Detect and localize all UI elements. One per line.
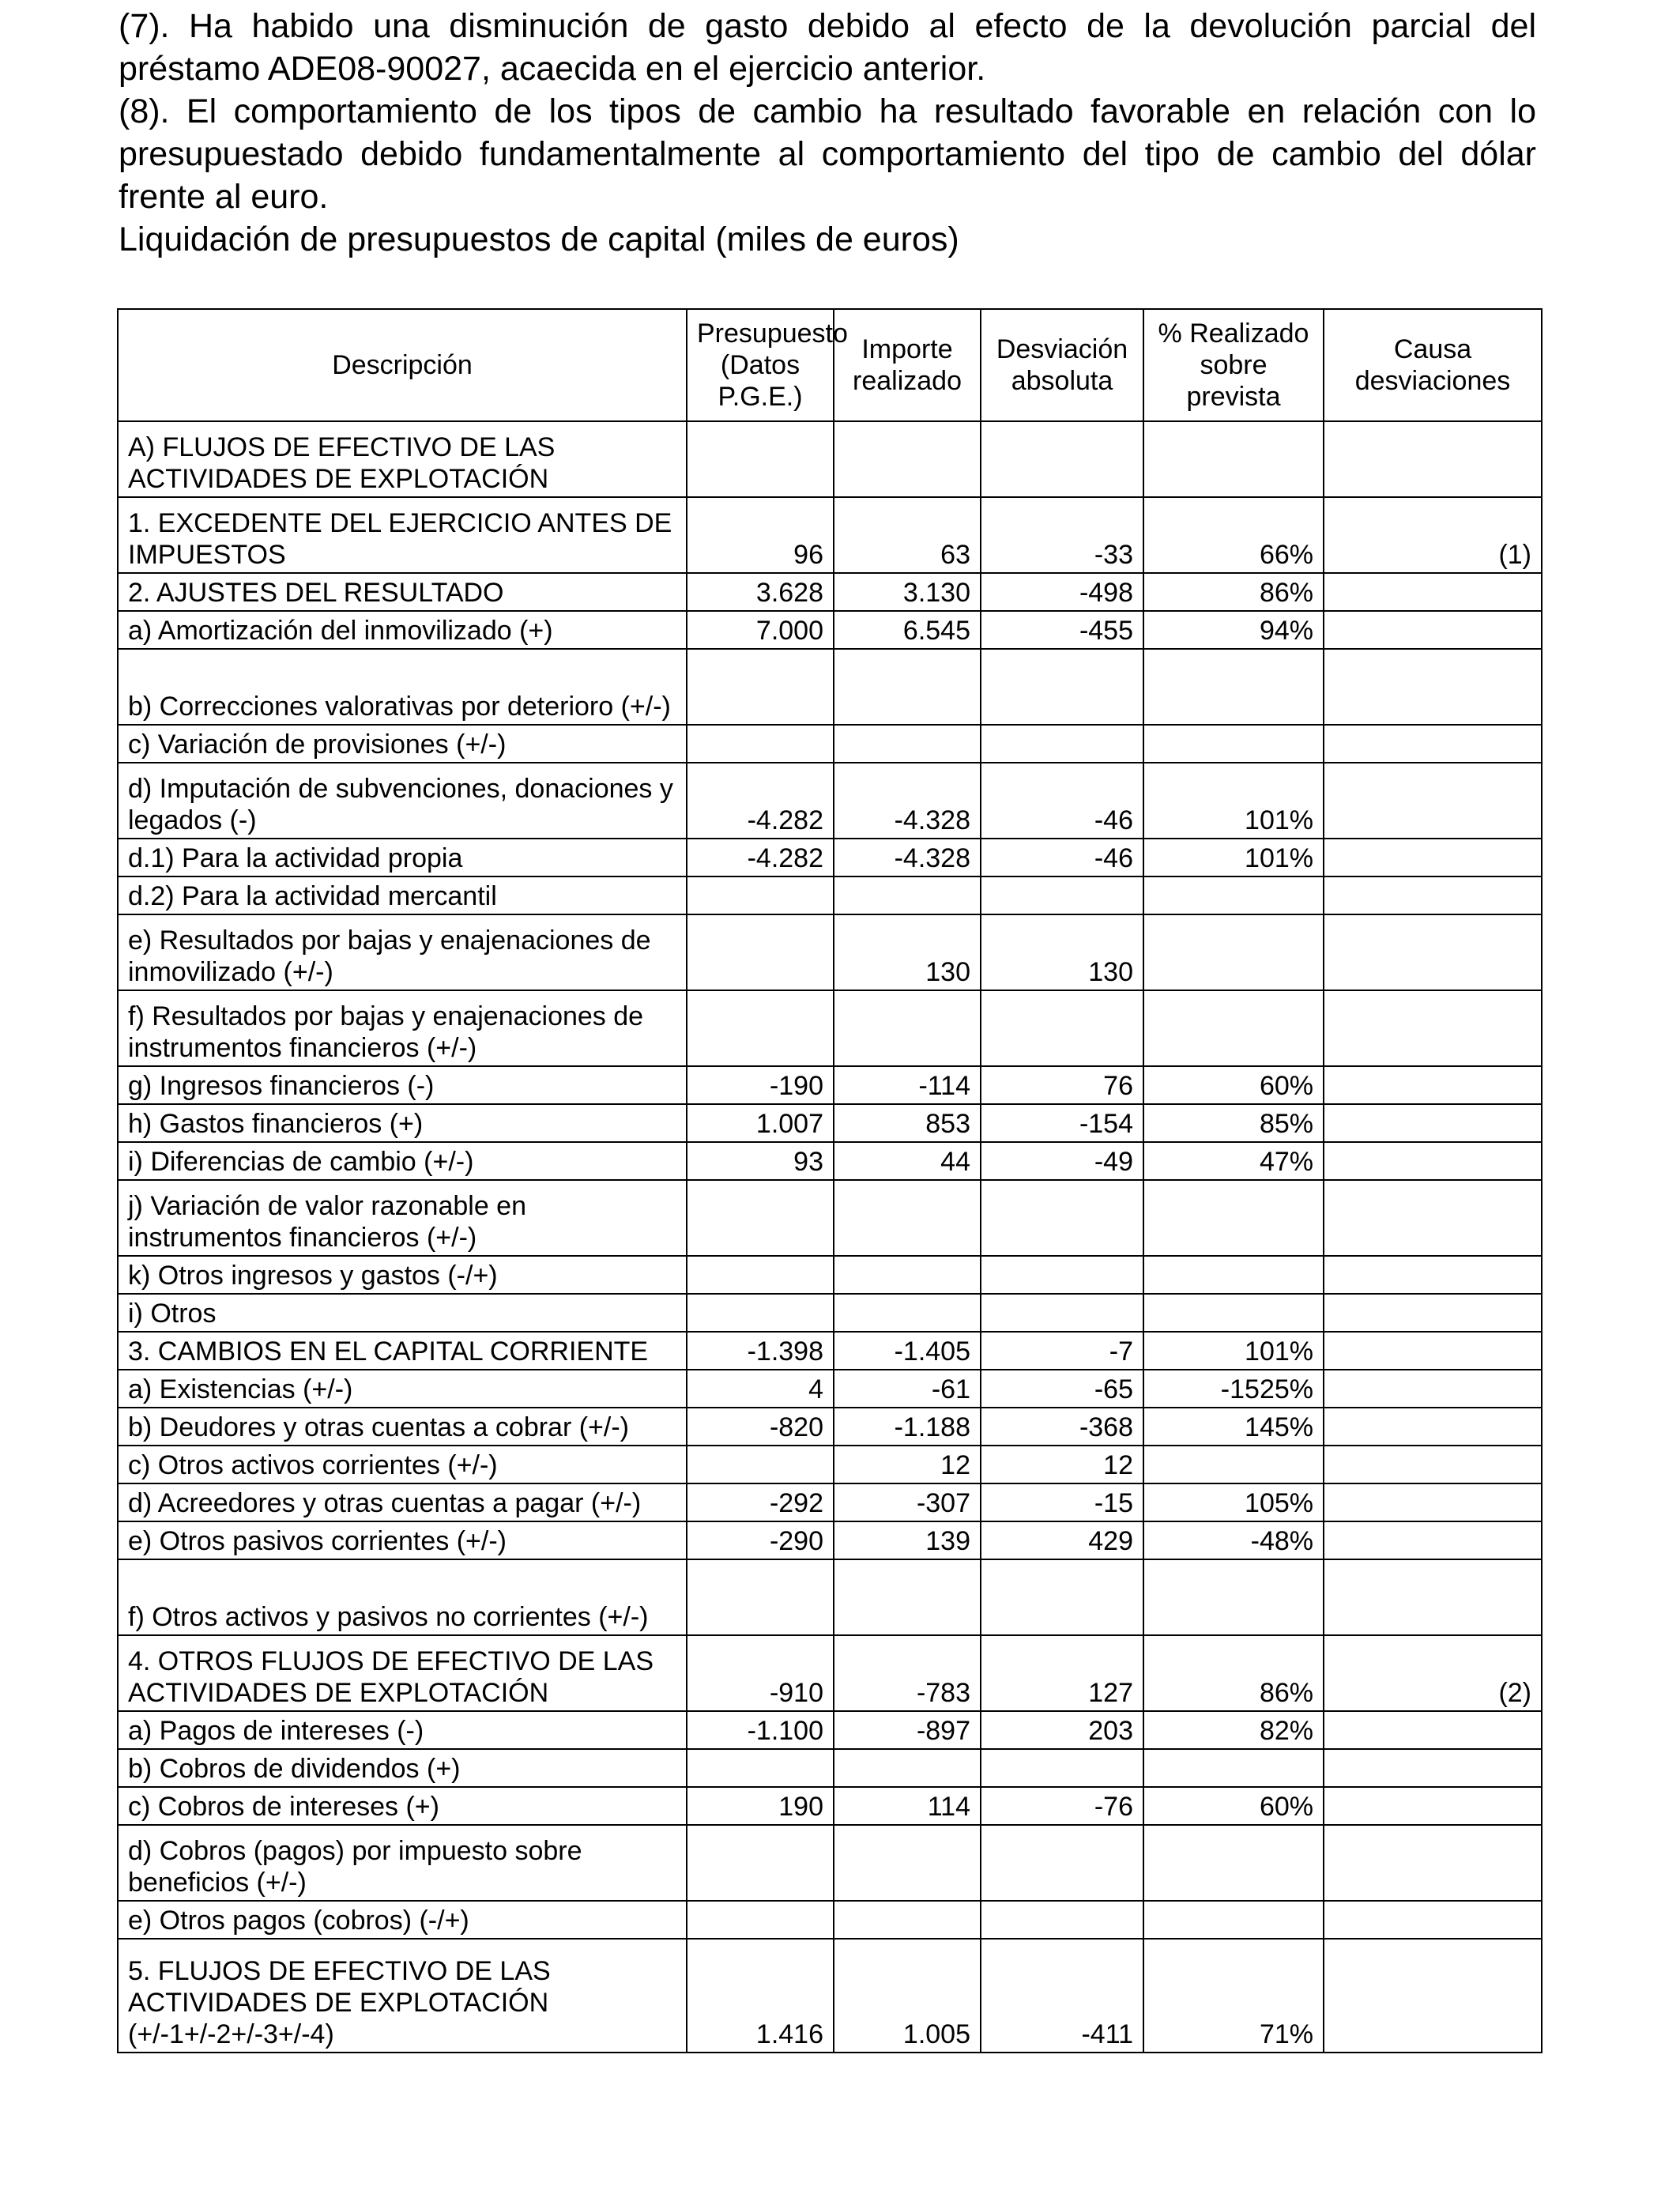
table-row <box>118 1711 1542 1749</box>
presupuesto-cell: 4 <box>687 1370 834 1408</box>
descripcion-cell: a) Existencias (+/-) <box>118 1370 687 1408</box>
presupuesto-cell <box>687 1294 834 1332</box>
presupuesto-cell <box>687 1749 834 1787</box>
causa-desviaciones-cell <box>1324 573 1542 611</box>
importe-realizado-cell: 3.130 <box>834 573 981 611</box>
desviacion-absoluta-cell: 12 <box>981 1446 1143 1483</box>
descripcion-cell: e) Otros pasivos corrientes (+/-) <box>118 1521 687 1559</box>
porcentaje-realizado-cell: 105% <box>1143 1483 1324 1521</box>
table-row <box>118 649 1542 725</box>
table-row <box>118 725 1542 763</box>
desviacion-absoluta-cell: 130 <box>981 914 1143 990</box>
descripcion-cell: g) Ingresos financieros (-) <box>118 1066 687 1104</box>
causa-desviaciones-cell <box>1324 914 1542 990</box>
table-row <box>118 990 1542 1066</box>
importe-realizado-cell <box>834 990 981 1066</box>
descripcion-cell: b) Correcciones valorativas por deterioro (+/-) <box>118 649 687 725</box>
porcentaje-realizado-cell <box>1143 1749 1324 1787</box>
presupuesto-cell: -4.282 <box>687 839 834 876</box>
table-row <box>118 497 1542 573</box>
desviacion-absoluta-cell <box>981 990 1143 1066</box>
porcentaje-realizado-cell <box>1143 1446 1324 1483</box>
causa-desviaciones-cell: (2) <box>1324 1635 1542 1711</box>
causa-desviaciones-cell <box>1324 1446 1542 1483</box>
importe-realizado-cell: -783 <box>834 1635 981 1711</box>
porcentaje-realizado-cell: 94% <box>1143 611 1324 649</box>
porcentaje-realizado-cell: -48% <box>1143 1521 1324 1559</box>
descripcion-cell: 3. CAMBIOS EN EL CAPITAL CORRIENTE <box>118 1332 687 1370</box>
descripcion-cell: f) Otros activos y pasivos no corrientes (+/-) <box>118 1559 687 1635</box>
table-row <box>118 573 1542 611</box>
presupuesto-cell: -290 <box>687 1521 834 1559</box>
table-row <box>118 1066 1542 1104</box>
porcentaje-realizado-cell: 145% <box>1143 1408 1324 1446</box>
descripcion-cell: f) Resultados por bajas y enajenaciones de instrumentos financieros (+/-) <box>118 990 687 1066</box>
porcentaje-realizado-cell <box>1143 1559 1324 1635</box>
porcentaje-realizado-cell: 82% <box>1143 1711 1324 1749</box>
presupuesto-cell <box>687 725 834 763</box>
presupuesto-cell: -910 <box>687 1635 834 1711</box>
presupuesto-cell: 93 <box>687 1142 834 1180</box>
descripcion-cell: i) Diferencias de cambio (+/-) <box>118 1142 687 1180</box>
table-row <box>118 1787 1542 1825</box>
table-header-row <box>118 309 1542 421</box>
importe-realizado-cell: 6.545 <box>834 611 981 649</box>
causa-desviaciones-cell <box>1324 1256 1542 1294</box>
importe-realizado-cell: -1.405 <box>834 1332 981 1370</box>
descripcion-cell: k) Otros ingresos y gastos (-/+) <box>118 1256 687 1294</box>
causa-desviaciones-cell <box>1324 763 1542 839</box>
importe-realizado-cell <box>834 1294 981 1332</box>
importe-realizado-cell <box>834 1256 981 1294</box>
desviacion-absoluta-cell <box>981 876 1143 914</box>
importe-realizado-cell <box>834 1749 981 1787</box>
desviacion-absoluta-cell <box>981 1825 1143 1901</box>
presupuesto-cell: 190 <box>687 1787 834 1825</box>
table-row <box>118 1294 1542 1332</box>
causa-desviaciones-cell <box>1324 1711 1542 1749</box>
presupuesto-cell: -4.282 <box>687 763 834 839</box>
desviacion-absoluta-cell: 76 <box>981 1066 1143 1104</box>
porcentaje-realizado-cell: 60% <box>1143 1066 1324 1104</box>
intro-text <box>119 5 1536 261</box>
presupuesto-cell <box>687 1559 834 1635</box>
causa-desviaciones-cell <box>1324 1142 1542 1180</box>
porcentaje-realizado-cell <box>1143 1180 1324 1256</box>
header-presupuesto: Presupuesto (Datos P.G.E.) <box>687 309 834 421</box>
presupuesto-cell: -190 <box>687 1066 834 1104</box>
causa-desviaciones-cell <box>1324 611 1542 649</box>
desviacion-absoluta-cell: -49 <box>981 1142 1143 1180</box>
porcentaje-realizado-cell: 101% <box>1143 839 1324 876</box>
section-title: Liquidación de presupuestos de capital (miles de euros) <box>119 221 959 258</box>
table-row <box>118 611 1542 649</box>
desviacion-absoluta-cell <box>981 421 1143 497</box>
desviacion-absoluta-cell: -65 <box>981 1370 1143 1408</box>
table-row <box>118 914 1542 990</box>
table-row <box>118 1104 1542 1142</box>
desviacion-absoluta-cell: -498 <box>981 573 1143 611</box>
table-row <box>118 763 1542 839</box>
descripcion-cell: d) Acreedores y otras cuentas a pagar (+/-) <box>118 1483 687 1521</box>
causa-desviaciones-cell <box>1324 1939 1542 2053</box>
desviacion-absoluta-cell: -15 <box>981 1483 1143 1521</box>
importe-realizado-cell <box>834 649 981 725</box>
importe-realizado-cell: -114 <box>834 1066 981 1104</box>
importe-realizado-cell: 12 <box>834 1446 981 1483</box>
porcentaje-realizado-cell <box>1143 990 1324 1066</box>
table-row <box>118 839 1542 876</box>
causa-desviaciones-cell <box>1324 1180 1542 1256</box>
table-row <box>118 1825 1542 1901</box>
presupuesto-cell <box>687 914 834 990</box>
desviacion-absoluta-cell: -46 <box>981 839 1143 876</box>
capital-budget-table <box>117 308 1543 2053</box>
porcentaje-realizado-cell <box>1143 876 1324 914</box>
header-desviacion-absoluta: Desviación absoluta <box>981 309 1143 421</box>
causa-desviaciones-cell <box>1324 1332 1542 1370</box>
presupuesto-cell: -820 <box>687 1408 834 1446</box>
causa-desviaciones-cell <box>1324 1749 1542 1787</box>
importe-realizado-cell: -307 <box>834 1483 981 1521</box>
porcentaje-realizado-cell <box>1143 421 1324 497</box>
porcentaje-realizado-cell <box>1143 914 1324 990</box>
causa-desviaciones-cell <box>1324 1370 1542 1408</box>
importe-realizado-cell <box>834 421 981 497</box>
porcentaje-realizado-cell <box>1143 649 1324 725</box>
importe-realizado-cell: 63 <box>834 497 981 573</box>
causa-desviaciones-cell <box>1324 1483 1542 1521</box>
desviacion-absoluta-cell: -154 <box>981 1104 1143 1142</box>
table-row <box>118 1559 1542 1635</box>
descripcion-cell: e) Otros pagos (cobros) (-/+) <box>118 1901 687 1939</box>
desviacion-absoluta-cell: -46 <box>981 763 1143 839</box>
descripcion-cell: d.2) Para la actividad mercantil <box>118 876 687 914</box>
table-row <box>118 1635 1542 1711</box>
importe-realizado-cell <box>834 876 981 914</box>
desviacion-absoluta-cell <box>981 1901 1143 1939</box>
table-row <box>118 1939 1542 2053</box>
descripcion-cell: b) Deudores y otras cuentas a cobrar (+/-) <box>118 1408 687 1446</box>
causa-desviaciones-cell <box>1324 1559 1542 1635</box>
causa-desviaciones-cell <box>1324 876 1542 914</box>
descripcion-cell: d) Cobros (pagos) por impuesto sobre beneficios (+/-) <box>118 1825 687 1901</box>
presupuesto-cell: -292 <box>687 1483 834 1521</box>
descripcion-cell: c) Cobros de intereses (+) <box>118 1787 687 1825</box>
importe-realizado-cell: 139 <box>834 1521 981 1559</box>
presupuesto-cell <box>687 649 834 725</box>
importe-realizado-cell: 44 <box>834 1142 981 1180</box>
porcentaje-realizado-cell: 71% <box>1143 1939 1324 2053</box>
porcentaje-realizado-cell: 47% <box>1143 1142 1324 1180</box>
porcentaje-realizado-cell: 60% <box>1143 1787 1324 1825</box>
table-row <box>118 1483 1542 1521</box>
causa-desviaciones-cell <box>1324 1066 1542 1104</box>
importe-realizado-cell: -897 <box>834 1711 981 1749</box>
causa-desviaciones-cell <box>1324 1408 1542 1446</box>
presupuesto-cell <box>687 1256 834 1294</box>
importe-realizado-cell: 1.005 <box>834 1939 981 2053</box>
desviacion-absoluta-cell <box>981 1559 1143 1635</box>
causa-desviaciones-cell <box>1324 839 1542 876</box>
desviacion-absoluta-cell: -7 <box>981 1332 1143 1370</box>
presupuesto-cell <box>687 1901 834 1939</box>
desviacion-absoluta-cell <box>981 1294 1143 1332</box>
descripcion-cell: b) Cobros de dividendos (+) <box>118 1749 687 1787</box>
presupuesto-cell <box>687 421 834 497</box>
presupuesto-cell: 3.628 <box>687 573 834 611</box>
table-row <box>118 1901 1542 1939</box>
descripcion-cell: c) Variación de provisiones (+/-) <box>118 725 687 763</box>
descripcion-cell: A) FLUJOS DE EFECTIVO DE LAS ACTIVIDADES DE EXPLOTACIÓN <box>118 421 687 497</box>
table-row <box>118 1749 1542 1787</box>
desviacion-absoluta-cell <box>981 1256 1143 1294</box>
causa-desviaciones-cell <box>1324 1521 1542 1559</box>
porcentaje-realizado-cell <box>1143 1294 1324 1332</box>
table-row <box>118 876 1542 914</box>
table-row <box>118 1446 1542 1483</box>
header-importe-realizado: Importe realizado <box>834 309 981 421</box>
desviacion-absoluta-cell: 127 <box>981 1635 1143 1711</box>
causa-desviaciones-cell <box>1324 990 1542 1066</box>
desviacion-absoluta-cell: 429 <box>981 1521 1143 1559</box>
porcentaje-realizado-cell <box>1143 1825 1324 1901</box>
porcentaje-realizado-cell: 86% <box>1143 573 1324 611</box>
importe-realizado-cell: 130 <box>834 914 981 990</box>
desviacion-absoluta-cell <box>981 1749 1143 1787</box>
porcentaje-realizado-cell: 66% <box>1143 497 1324 573</box>
descripcion-cell: d) Imputación de subvenciones, donaciones y legados (-) <box>118 763 687 839</box>
importe-realizado-cell <box>834 1559 981 1635</box>
desviacion-absoluta-cell <box>981 649 1143 725</box>
note-7-paragraph: (7). Ha habido una disminución de gasto debido al efecto de la devolución parcial del préstamo ADE08-90027, acaecida en el ejercicio anterior. <box>119 7 1536 88</box>
porcentaje-realizado-cell <box>1143 725 1324 763</box>
descripcion-cell: 4. OTROS FLUJOS DE EFECTIVO DE LAS ACTIVIDADES DE EXPLOTACIÓN <box>118 1635 687 1711</box>
table-row <box>118 421 1542 497</box>
descripcion-cell: c) Otros activos corrientes (+/-) <box>118 1446 687 1483</box>
header-causa-desviaciones: Causa desviaciones <box>1324 309 1542 421</box>
causa-desviaciones-cell <box>1324 1294 1542 1332</box>
desviacion-absoluta-cell <box>981 725 1143 763</box>
table-row <box>118 1256 1542 1294</box>
presupuesto-cell <box>687 990 834 1066</box>
desviacion-absoluta-cell: 203 <box>981 1711 1143 1749</box>
note-8-paragraph: (8). El comportamiento de los tipos de cambio ha resultado favorable en relación con lo presupuestado debido fundamentalmente al comportamiento del tipo de cambio del dólar frente al euro. <box>119 92 1536 216</box>
table-row <box>118 1332 1542 1370</box>
desviacion-absoluta-cell: -76 <box>981 1787 1143 1825</box>
descripcion-cell: h) Gastos financieros (+) <box>118 1104 687 1142</box>
importe-realizado-cell: -61 <box>834 1370 981 1408</box>
presupuesto-cell: 96 <box>687 497 834 573</box>
importe-realizado-cell <box>834 1825 981 1901</box>
porcentaje-realizado-cell: 86% <box>1143 1635 1324 1711</box>
porcentaje-realizado-cell: 85% <box>1143 1104 1324 1142</box>
presupuesto-cell <box>687 1825 834 1901</box>
table-row <box>118 1408 1542 1446</box>
presupuesto-cell <box>687 1180 834 1256</box>
causa-desviaciones-cell <box>1324 1104 1542 1142</box>
presupuesto-cell <box>687 876 834 914</box>
importe-realizado-cell: -4.328 <box>834 839 981 876</box>
importe-realizado-cell: -1.188 <box>834 1408 981 1446</box>
descripcion-cell: j) Variación de valor razonable en instrumentos financieros (+/-) <box>118 1180 687 1256</box>
porcentaje-realizado-cell: 101% <box>1143 763 1324 839</box>
desviacion-absoluta-cell: -455 <box>981 611 1143 649</box>
table-row <box>118 1180 1542 1256</box>
presupuesto-cell: 1.416 <box>687 1939 834 2053</box>
descripcion-cell: d.1) Para la actividad propia <box>118 839 687 876</box>
descripcion-cell: a) Amortización del inmovilizado (+) <box>118 611 687 649</box>
table-body <box>118 421 1542 2053</box>
presupuesto-cell: -1.398 <box>687 1332 834 1370</box>
presupuesto-cell: 1.007 <box>687 1104 834 1142</box>
desviacion-absoluta-cell: -33 <box>981 497 1143 573</box>
descripcion-cell: 1. EXCEDENTE DEL EJERCICIO ANTES DE IMPUESTOS <box>118 497 687 573</box>
header-descripcion: Descripción <box>118 309 687 421</box>
table-row <box>118 1521 1542 1559</box>
presupuesto-cell: 7.000 <box>687 611 834 649</box>
desviacion-absoluta-cell: -368 <box>981 1408 1143 1446</box>
descripcion-cell: i) Otros <box>118 1294 687 1332</box>
descripcion-cell: a) Pagos de intereses (-) <box>118 1711 687 1749</box>
causa-desviaciones-cell <box>1324 725 1542 763</box>
importe-realizado-cell: 114 <box>834 1787 981 1825</box>
importe-realizado-cell: 853 <box>834 1104 981 1142</box>
table-row <box>118 1370 1542 1408</box>
porcentaje-realizado-cell <box>1143 1901 1324 1939</box>
presupuesto-cell <box>687 1446 834 1483</box>
causa-desviaciones-cell <box>1324 421 1542 497</box>
causa-desviaciones-cell <box>1324 1825 1542 1901</box>
importe-realizado-cell: -4.328 <box>834 763 981 839</box>
causa-desviaciones-cell <box>1324 1787 1542 1825</box>
descripcion-cell: 5. FLUJOS DE EFECTIVO DE LAS ACTIVIDADES DE EXPLOTACIÓN (+/-1+/-2+/-3+/-4) <box>118 1939 687 2053</box>
table-row <box>118 1142 1542 1180</box>
presupuesto-cell: -1.100 <box>687 1711 834 1749</box>
causa-desviaciones-cell: (1) <box>1324 497 1542 573</box>
header-porcentaje-realizado: % Realizado sobre prevista <box>1143 309 1324 421</box>
desviacion-absoluta-cell: -411 <box>981 1939 1143 2053</box>
causa-desviaciones-cell <box>1324 1901 1542 1939</box>
desviacion-absoluta-cell <box>981 1180 1143 1256</box>
causa-desviaciones-cell <box>1324 649 1542 725</box>
descripcion-cell: e) Resultados por bajas y enajenaciones de inmovilizado (+/-) <box>118 914 687 990</box>
porcentaje-realizado-cell: 101% <box>1143 1332 1324 1370</box>
importe-realizado-cell <box>834 725 981 763</box>
porcentaje-realizado-cell: -1525% <box>1143 1370 1324 1408</box>
importe-realizado-cell <box>834 1180 981 1256</box>
porcentaje-realizado-cell <box>1143 1256 1324 1294</box>
importe-realizado-cell <box>834 1901 981 1939</box>
descripcion-cell: 2. AJUSTES DEL RESULTADO <box>118 573 687 611</box>
